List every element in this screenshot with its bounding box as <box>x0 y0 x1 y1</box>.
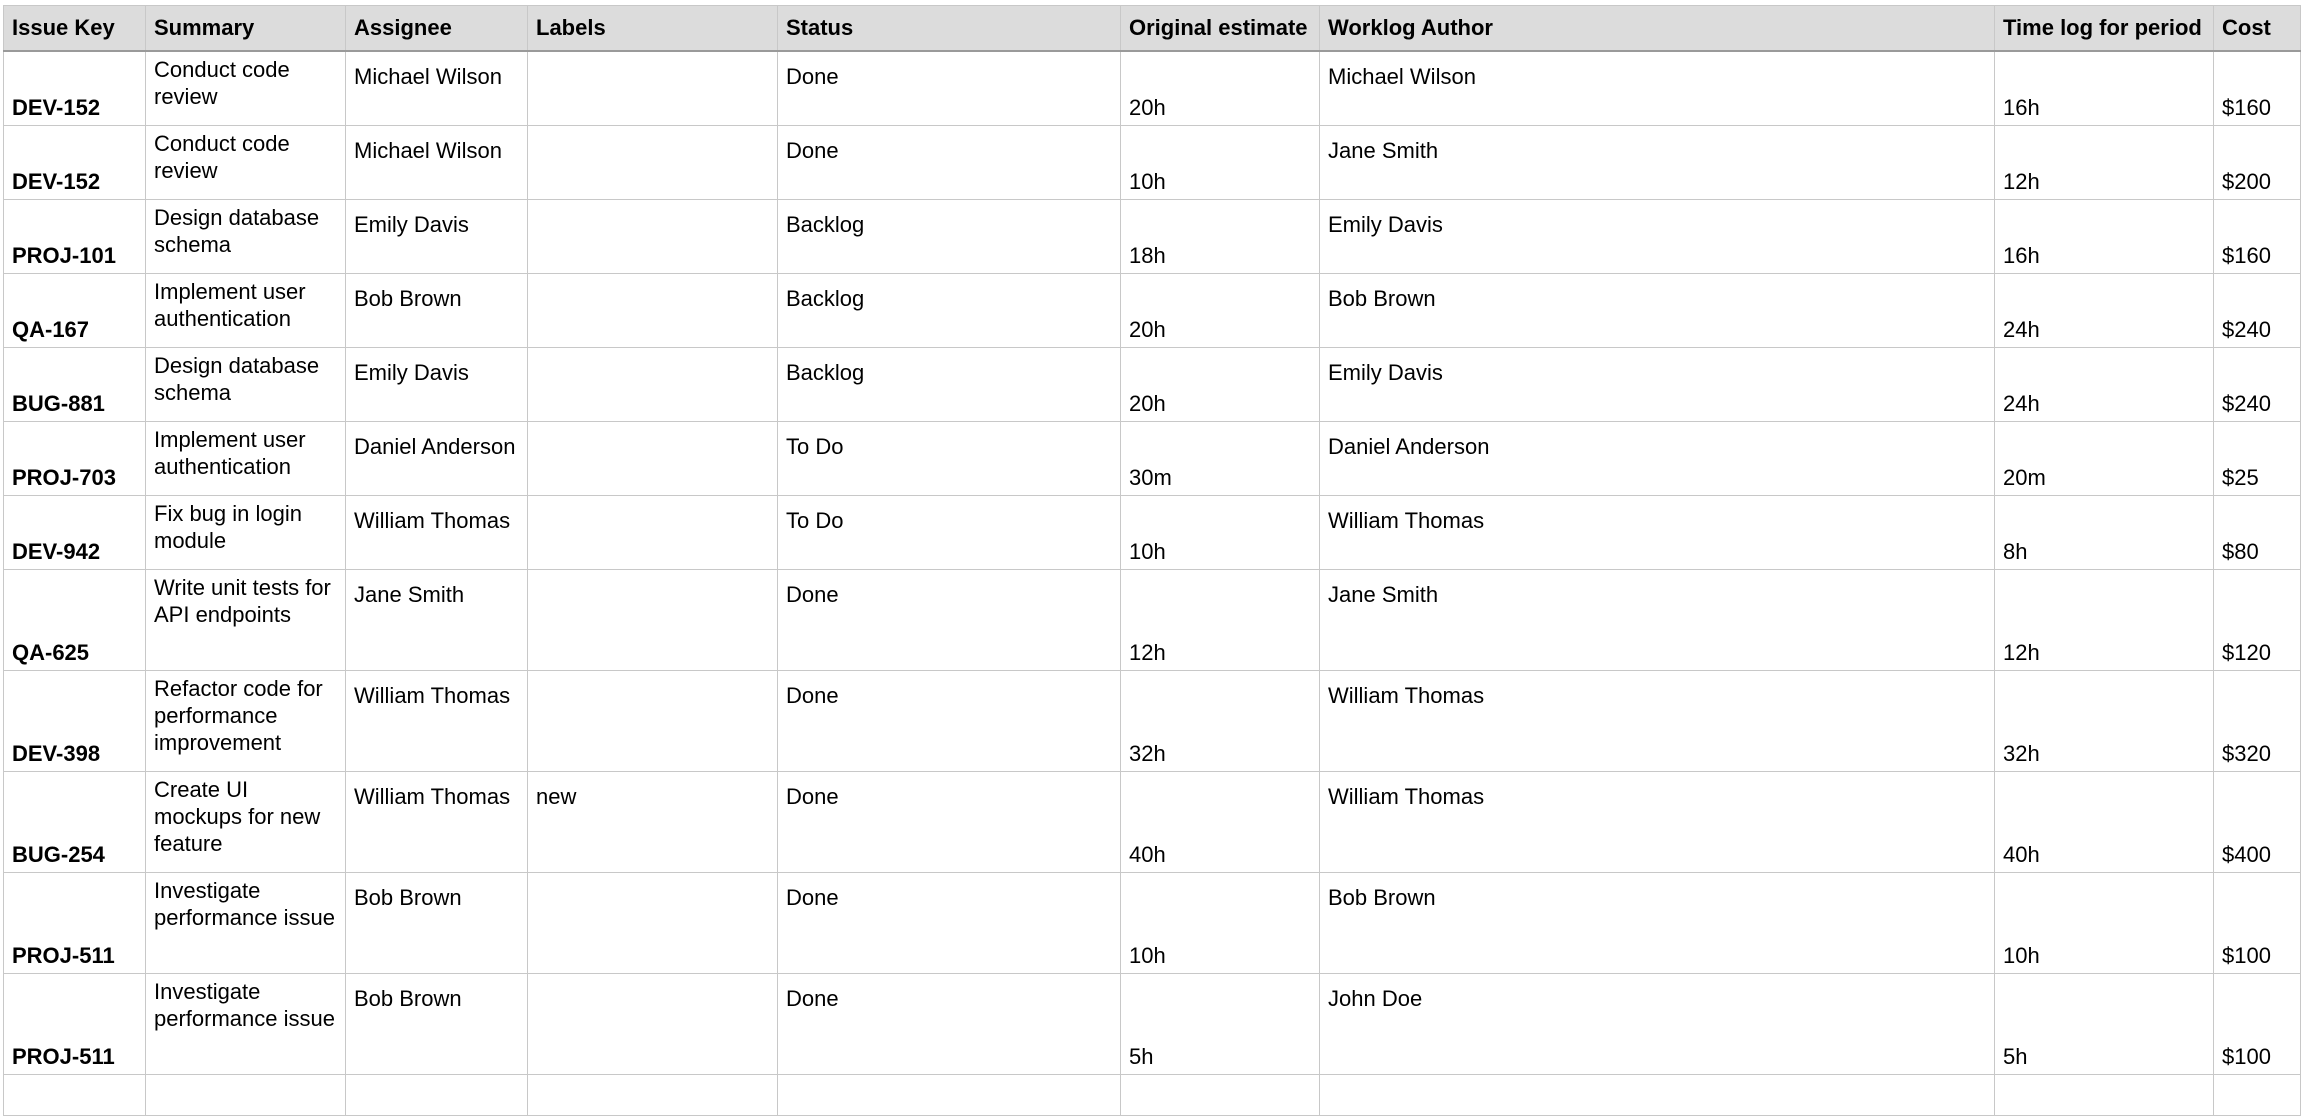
issue-key-cell[interactable]: PROJ-101 <box>4 200 146 274</box>
cost-cell[interactable]: $320 <box>2214 671 2301 772</box>
status-cell[interactable]: Done <box>778 873 1121 974</box>
summary-cell[interactable]: Investigate performance issue <box>146 974 346 1075</box>
table-row[interactable] <box>4 671 2301 772</box>
original-estimate-cell[interactable]: 10h <box>1121 496 1320 570</box>
original-estimate-cell[interactable]: 18h <box>1121 200 1320 274</box>
assignee-cell[interactable]: Emily Davis <box>346 348 528 422</box>
original-estimate-cell[interactable]: 20h <box>1121 274 1320 348</box>
worklog-author-cell[interactable]: William Thomas <box>1320 772 1995 873</box>
status-cell[interactable]: Done <box>778 51 1121 126</box>
status-cell[interactable]: To Do <box>778 422 1121 496</box>
time-log-cell[interactable]: 10h <box>1995 873 2214 974</box>
empty-cell <box>146 1075 346 1116</box>
worklog-author-cell[interactable]: Bob Brown <box>1320 274 1995 348</box>
header-row <box>4 6 2301 52</box>
empty-cell <box>528 1075 778 1116</box>
original-estimate-cell[interactable]: 20h <box>1121 51 1320 126</box>
labels-cell[interactable] <box>528 974 778 1075</box>
original-estimate-cell[interactable]: 10h <box>1121 126 1320 200</box>
issue-key-cell[interactable]: QA-625 <box>4 570 146 671</box>
assignee-cell[interactable]: Jane Smith <box>346 570 528 671</box>
time-log-cell[interactable]: 12h <box>1995 570 2214 671</box>
assignee-cell[interactable]: Daniel Anderson <box>346 422 528 496</box>
labels-cell[interactable] <box>528 873 778 974</box>
cost-cell[interactable]: $120 <box>2214 570 2301 671</box>
assignee-cell[interactable]: William Thomas <box>346 772 528 873</box>
issue-key-cell[interactable]: DEV-152 <box>4 126 146 200</box>
labels-cell[interactable] <box>528 51 778 126</box>
labels-cell[interactable]: new <box>528 772 778 873</box>
summary-cell[interactable]: Fix bug in login module <box>146 496 346 570</box>
original-estimate-cell[interactable]: 32h <box>1121 671 1320 772</box>
labels-cell[interactable] <box>528 348 778 422</box>
empty-cell <box>1320 1075 1995 1116</box>
time-log-cell[interactable]: 24h <box>1995 274 2214 348</box>
header-summary[interactable]: Summary <box>146 6 346 52</box>
original-estimate-cell[interactable]: 30m <box>1121 422 1320 496</box>
table-row[interactable] <box>4 51 2301 126</box>
worklog-author-cell[interactable]: Jane Smith <box>1320 126 1995 200</box>
status-cell[interactable]: Backlog <box>778 274 1121 348</box>
worklog-author-cell[interactable]: William Thomas <box>1320 671 1995 772</box>
header-original-estimate[interactable]: Original estimate <box>1121 6 1320 52</box>
cost-cell[interactable]: $160 <box>2214 200 2301 274</box>
issue-key-cell[interactable]: PROJ-511 <box>4 974 146 1075</box>
status-cell[interactable]: Done <box>778 772 1121 873</box>
issue-key-cell[interactable]: DEV-398 <box>4 671 146 772</box>
empty-cell <box>778 1075 1121 1116</box>
table-row[interactable] <box>4 126 2301 200</box>
labels-cell[interactable] <box>528 570 778 671</box>
time-log-cell[interactable]: 40h <box>1995 772 2214 873</box>
header-worklog-author[interactable]: Worklog Author <box>1320 6 1995 52</box>
summary-cell[interactable]: Conduct code review <box>146 126 346 200</box>
time-log-cell[interactable]: 16h <box>1995 51 2214 126</box>
worklog-author-cell[interactable]: Bob Brown <box>1320 873 1995 974</box>
labels-cell[interactable] <box>528 496 778 570</box>
worklog-author-cell[interactable]: Michael Wilson <box>1320 51 1995 126</box>
summary-cell[interactable]: Implement user authentication <box>146 422 346 496</box>
status-cell[interactable]: Done <box>778 126 1121 200</box>
assignee-cell[interactable]: William Thomas <box>346 671 528 772</box>
worklog-table <box>3 5 2301 1116</box>
cost-cell[interactable]: $100 <box>2214 873 2301 974</box>
header-assignee[interactable]: Assignee <box>346 6 528 52</box>
assignee-cell[interactable]: Bob Brown <box>346 974 528 1075</box>
issue-key-cell[interactable]: PROJ-703 <box>4 422 146 496</box>
original-estimate-cell[interactable]: 40h <box>1121 772 1320 873</box>
header-cost[interactable]: Cost <box>2214 6 2301 52</box>
issue-key-cell[interactable]: BUG-254 <box>4 772 146 873</box>
status-cell[interactable]: Done <box>778 974 1121 1075</box>
worklog-author-cell[interactable]: Emily Davis <box>1320 200 1995 274</box>
status-cell[interactable]: To Do <box>778 496 1121 570</box>
cost-cell[interactable]: $400 <box>2214 772 2301 873</box>
assignee-cell[interactable]: William Thomas <box>346 496 528 570</box>
status-cell[interactable]: Backlog <box>778 348 1121 422</box>
empty-cell <box>346 1075 528 1116</box>
header-time-log-for-period[interactable]: Time log for period <box>1995 6 2214 52</box>
table-row[interactable] <box>4 348 2301 422</box>
status-cell[interactable]: Done <box>778 671 1121 772</box>
time-log-cell[interactable]: 16h <box>1995 200 2214 274</box>
issue-key-cell[interactable]: DEV-152 <box>4 51 146 126</box>
issue-key-cell[interactable]: PROJ-511 <box>4 873 146 974</box>
header-labels[interactable]: Labels <box>528 6 778 52</box>
status-cell[interactable]: Backlog <box>778 200 1121 274</box>
time-log-cell[interactable]: 8h <box>1995 496 2214 570</box>
empty-cell <box>4 1075 146 1116</box>
header-status[interactable]: Status <box>778 6 1121 52</box>
worklog-author-cell[interactable]: William Thomas <box>1320 496 1995 570</box>
time-log-cell[interactable]: 20m <box>1995 422 2214 496</box>
summary-cell[interactable]: Implement user authentication <box>146 274 346 348</box>
issue-key-cell[interactable]: BUG-881 <box>4 348 146 422</box>
labels-cell[interactable] <box>528 671 778 772</box>
table-row[interactable] <box>4 496 2301 570</box>
summary-cell[interactable]: Refactor code for performance improvement <box>146 671 346 772</box>
original-estimate-cell[interactable]: 10h <box>1121 873 1320 974</box>
summary-cell[interactable]: Create UI mockups for new feature <box>146 772 346 873</box>
assignee-cell[interactable]: Bob Brown <box>346 873 528 974</box>
assignee-cell[interactable]: Bob Brown <box>346 274 528 348</box>
assignee-cell[interactable]: Emily Davis <box>346 200 528 274</box>
summary-cell[interactable]: Write unit tests for API endpoints <box>146 570 346 671</box>
table-row[interactable] <box>4 772 2301 873</box>
cost-cell[interactable]: $200 <box>2214 126 2301 200</box>
time-log-cell[interactable]: 24h <box>1995 348 2214 422</box>
labels-cell[interactable] <box>528 274 778 348</box>
worklog-author-cell[interactable]: Emily Davis <box>1320 348 1995 422</box>
table-row[interactable] <box>4 974 2301 1075</box>
summary-cell[interactable]: Investigate performance issue <box>146 873 346 974</box>
table-row[interactable] <box>4 422 2301 496</box>
summary-cell[interactable]: Conduct code review <box>146 51 346 126</box>
labels-cell[interactable] <box>528 126 778 200</box>
worklog-author-cell[interactable]: Daniel Anderson <box>1320 422 1995 496</box>
table-row[interactable] <box>4 570 2301 671</box>
status-cell[interactable]: Done <box>778 570 1121 671</box>
issue-key-cell[interactable]: DEV-942 <box>4 496 146 570</box>
original-estimate-cell[interactable]: 12h <box>1121 570 1320 671</box>
table-row[interactable] <box>4 200 2301 274</box>
cost-cell[interactable]: $25 <box>2214 422 2301 496</box>
cost-cell[interactable]: $160 <box>2214 51 2301 126</box>
original-estimate-cell[interactable]: 20h <box>1121 348 1320 422</box>
issue-key-cell[interactable]: QA-167 <box>4 274 146 348</box>
empty-cell <box>2214 1075 2301 1116</box>
cost-cell[interactable]: $240 <box>2214 274 2301 348</box>
header-issue-key[interactable]: Issue Key <box>4 6 146 52</box>
assignee-cell[interactable]: Michael Wilson <box>346 51 528 126</box>
cost-cell[interactable]: $100 <box>2214 974 2301 1075</box>
time-log-cell[interactable]: 5h <box>1995 974 2214 1075</box>
original-estimate-cell[interactable]: 5h <box>1121 974 1320 1075</box>
time-log-cell[interactable]: 32h <box>1995 671 2214 772</box>
table-row[interactable] <box>4 873 2301 974</box>
empty-cell <box>1995 1075 2214 1116</box>
table-row-partial <box>4 1075 2301 1116</box>
table-row[interactable] <box>4 274 2301 348</box>
assignee-cell[interactable]: Michael Wilson <box>346 126 528 200</box>
labels-cell[interactable] <box>528 200 778 274</box>
labels-cell[interactable] <box>528 422 778 496</box>
summary-cell[interactable]: Design database schema <box>146 200 346 274</box>
cost-cell[interactable]: $240 <box>2214 348 2301 422</box>
worklog-author-cell[interactable]: Jane Smith <box>1320 570 1995 671</box>
empty-cell <box>1121 1075 1320 1116</box>
cost-cell[interactable]: $80 <box>2214 496 2301 570</box>
worklog-author-cell[interactable]: John Doe <box>1320 974 1995 1075</box>
time-log-cell[interactable]: 12h <box>1995 126 2214 200</box>
summary-cell[interactable]: Design database schema <box>146 348 346 422</box>
